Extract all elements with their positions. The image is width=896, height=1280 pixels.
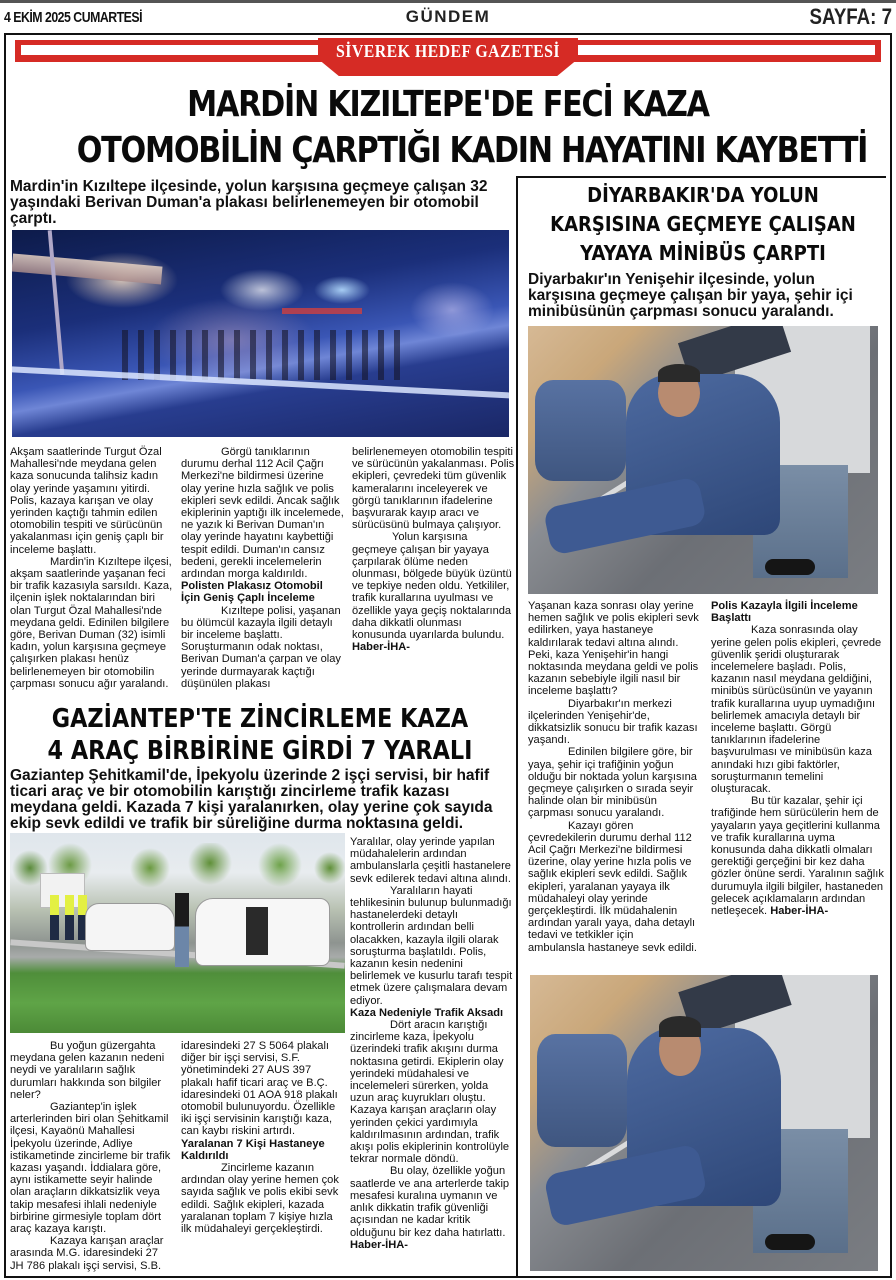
banner-left-stripe (21, 45, 326, 55)
paragraph: Yolun karşısına geçmeye çalışan bir yayaya çarpılarak ölüme neden olunması, bölgede büyük üzüntü ve tepkiye neden oldu. Yetkililer, trafik kurallarına uyulması ve özellikle yaya geçiş noktalarında daha dikkatli olunması konusunda uyarılarda bulundu. (352, 531, 512, 642)
gaziantep-accident-photo[interactable] (10, 833, 345, 1033)
photo-hair (658, 364, 700, 383)
gaziantep-headline-line1: GAZİANTEP'TE ZİNCİRLEME KAZA (51, 704, 469, 734)
diyarbakir-body (528, 600, 886, 970)
photo-white-van (195, 898, 330, 966)
paragraph: Bu yoğun güzergahta meydana gelen kazanın nedeni neydi ve yaralıların sağlık durumları hakkında son bilgiler neler? (10, 1040, 165, 1101)
byline: Haber-İHA- (770, 905, 829, 918)
photo-van-door (246, 907, 268, 955)
diyarbakir-accident-photo-2[interactable] (530, 975, 878, 1271)
subheading: Polisten Plakasız Otomobil İçin Geniş Çaplı İnceleme (181, 580, 323, 605)
paragraph: Bu olay, özellikle yoğun saatlerde ve ana arterlerde takip mesafesi kuralına uymanın ve anlık dikkatin trafik güvenliği açısından ne kadar kritik olduğunu bir kez daha hatırlattı. (350, 1165, 510, 1239)
gaziantep-lede: Gaziantep Şehitkamil'de, İpekyolu üzerinde 2 işçi servisi, bir hafif ticari araç ve bir otomobilin karıştığı zincirleme trafik kazası meydana geldi. Kazada 7 kişi yaralanırken, olay yerine çok sayıda ekip sevk edildi ve trafik bir süreliğine durma noktasına geldi. (10, 767, 493, 832)
byline: Haber-İHA- (352, 641, 410, 654)
paragraph: Yaralılar, olay yerinde yapılan müdahalelerin ardından ambulanslarla çeşitli hastanelere sevk edilerek tedavi altına alındı. (350, 836, 511, 885)
paragraph: Yaralıların hayati tehlikesinin bulunup bulunmadığı hastanelerdeki detaylı kontrollerin ardından belli olacakken, kazayla ilgili olarak soruşturma başlatıldı. Polis, kazanın kesin nedenini belirlemek ve kusurlu tarafı tespit etmek üzere çalışmalara devam ediyor. (350, 884, 513, 1007)
paragraph: Kızıltepe polisi, yaşanan bu ölümcül kazayla ilgili detaylı bir inceleme başlattı. Soruşturmanın odak noktası, Berivan Duman'a çarpan ve olay yerinde durmayarak kaçtığı düşünülen plakası belirlenemeyen otomobilin tespiti ve sürücünün yakalanması. Polis ekipleri, çevredeki tüm güvenlik kameralarını inceleyerek ve görgü tanıklarının ifadelerine başvurarak kayıp aracı ve sürücüsünü bulmaya çalışıyor. (181, 446, 515, 690)
banner-right-stripe (570, 45, 875, 55)
paragraph: Görgü tanıklarının durumu derhal 112 Acil Çağrı Merkezi'ne bildirmesi üzerine olay yerine hızla sağlık ve polis ekipleri sevk edildi. Ancak sağlık ekiplerinin yaptığı ilk incelemede, ne yazık ki Berivan Duman'ın olay yerinde hayatını kaybettiği tespit edildi. Duman'ın cansız bedeni, gerekli incelemelerin ardından morga kaldırıldı. (181, 446, 344, 581)
newspaper-name: SİVEREK HEDEF GAZETESİ (336, 41, 560, 61)
photo-shoe (765, 1234, 815, 1250)
diyarbakir-headline[interactable] (520, 181, 886, 268)
paragraph: Mardin'in Kızıltepe ilçesi, akşam saatlerinde yaşanan feci bir trafik kazasıyla sarsıldı. Kaza, ilçenin işlek noktalarından biri olan Turgut Özal Mahallesi'nde meydana geldi. Edinilen bilgilere göre, Berivan Duman (32) isimli kadın, yolun karşısına geçmeye çalışırken plakası henüz belirlenemeyen bir otomobilin çarpması sonucu ağır yaralandı. (10, 555, 173, 690)
gaziantep-body-bottom (10, 1040, 344, 1274)
mardin-headline-line2: OTOMOBİLİN ÇARPTIĞI KADIN HAYATINI KAYBETTİ (76, 130, 868, 171)
photo-white-suv (85, 903, 175, 951)
page-header (0, 3, 896, 31)
diyarbakir-headline-line2: KARŞISINA GEÇMEYE ÇALIŞAN (550, 212, 856, 236)
photo-helper (537, 1034, 627, 1146)
photo-bridge (12, 253, 162, 284)
paragraph: Kazayı gören çevredekilerin durumu derhal 112 Acil Çağrı Merkezi'ne bildirmesi üzerine, olay yerine hızla polis ve sağlık ekipleri sevk edildi. Sağlık ekipleri, yaralanan yayaya ilk müdahaleyi olay yerinde gerçekleştirdi. İlk müdahalenin ardından yaralı yaya, daha detaylı tedavi ve tetkikler için (528, 819, 696, 942)
photo-crowd (122, 330, 402, 380)
paragraph: ambulansla hastaneye sevk edildi. (528, 941, 697, 954)
subheading: Yaralanan 7 Kişi Hastaneye Kaldırıldı (181, 1137, 325, 1162)
paragraph-text: Bu tür kazalar, şehir içi trafiğinde hem sürücülerin hem de yayaların yaya geçitlerini kullanma ve trafik kurallarına uyma konusunda daha dikkatli olmaları gerektiği gerçeğini bir kez daha gözler önüne serdi. Yaralının sağlık durumuyla ilgili bilgiler, hastaneden gelecek açıklamaların ardından netleşecek. (711, 795, 884, 918)
subheading: Kaza Nedeniyle Trafik Aksadı (350, 1006, 504, 1019)
mardin-lede: Mardin'in Kızıltepe ilçesinde, yolun karşısına geçmeye çalışan 32 yaşındaki Berivan Duman'a plakası belirlenemeyen bir otomobil çarptı. (10, 178, 488, 227)
paragraph (711, 795, 886, 917)
photo-vehicle (282, 308, 362, 314)
issue-date: 4 EKİM 2025 CUMARTESİ (4, 9, 142, 26)
photo-legs (542, 476, 706, 556)
paragraph: Akşam saatlerinde Turgut Özal Mahallesi'nde meydana gelen kaza sonucunda talihsiz kadın olay yerinde yaşamını yitirdi. Polis, kazaya karışan ve olay yerinden kaçtığı tahmin edilen otomobilin tespiti ve sürücünün yakalanması için geniş çaplı bir inceleme başlattı. (10, 446, 164, 556)
diyarbakir-headline-line1: DİYARBAKIR'DA YOLUN (587, 183, 819, 207)
paragraph: Gaziantep'in işlek arterlerinden biri olan Şehitkamil ilçesi, Kayaönü Mahallesi İpekyolu üzerinde, Adliye istikametinde zincirleme bir trafik kazası yaşandı. İddialara göre, aynı istikamette seyir halinde olan araçların dikkatsizlik veya takip mesafesi ihlali nedeniyle birbirine girmesiyle toplam dört araç kazaya karıştı. (10, 1101, 171, 1236)
diyarbakir-lede: Diyarbakır'ın Yenişehir ilçesinde, yolun karşısına geçmeye çalışan bir yaya, şehir içi minibüsünün çarpması sonucu yaralandı. (528, 271, 853, 320)
photo-shoe (765, 559, 815, 575)
photo-legs (544, 1143, 708, 1228)
mardin-headline-line1: MARDİN KIZILTEPE'DE FECİ KAZA (187, 84, 709, 125)
mardin-body (10, 446, 515, 698)
paragraph: arasında M.G. idaresindeki 27 JH 786 plakalı işçi servisi, S.B. idaresindeki 27 S 5064 plakalı diğer bir işçi servisi, S.F. yönetimindeki 27 AUS 397 plakalı hafif ticari araç ve B.Ç. idaresindeki 01 AOA 918 plakalı otomobil bulunuyordu. Özellikle iki işçi servisinin karıştığı kaza, can kaybı riskini artırdı. (10, 1040, 338, 1272)
subheading: Polis Kazayla İlgili İnceleme Başlattı (711, 600, 858, 625)
paragraph: Zincirleme kazanın ardından olay yerine hemen çok sayıda sağlık ve polis ekibi sevk edildi. Sağlık ekipleri, kazada yaralanan toplam 7 kişiye hızla ilk müdahaleyi gerçekleştirdi. (181, 1162, 339, 1236)
photo-police-officer (65, 895, 74, 940)
page-number: SAYFA: 7 (809, 4, 892, 29)
photo-helper (535, 380, 626, 482)
section-name: GÜNDEM (405, 7, 491, 26)
photo-pole (48, 230, 65, 375)
gaziantep-body-right (350, 836, 514, 1272)
paragraph: Diyarbakır'ın merkezi ilçelerinden Yenişehir'de, dikkatsizlik sonucu bir trafik kazası yaşandı. (528, 697, 698, 747)
gaziantep-headline[interactable] (6, 703, 514, 767)
paragraph: Edinilen bilgilere göre, bir yaya, şehir içi trafiğinin yoğun olduğu bir noktada yolun karşısına geçmeye çalışırken o sırada seyir halinde olan bir minibüsün çarpması sonucu yaralandı. (528, 746, 697, 820)
column-divider-horizontal (518, 176, 886, 178)
diyarbakir-accident-photo[interactable] (528, 326, 878, 594)
mardin-accident-photo[interactable] (12, 230, 509, 437)
photo-hair (659, 1016, 701, 1037)
mardin-headline[interactable] (6, 82, 890, 174)
photo-man (175, 893, 189, 967)
column-divider-vertical (516, 176, 518, 1278)
gaziantep-headline-line2: 4 ARAÇ BİRBİRİNE GİRDİ 7 YARALI (47, 736, 473, 766)
paragraph: Dört aracın karıştığı zincirleme kaza, İpekyolu üzerindeki trafik akışını durma noktasına getirdi. Ekiplerin olay yerindeki müdahalesi ve incelemeleri sürerken, yolda uzun araç kuyrukları oluştu. Kazaya karışan araçların olay yerinden çekici yardımıyla kaldırılmasının ardından, trafik akışı polis ekiplerinin kontrolüyle tekrar normale döndü. (350, 1019, 510, 1166)
photo-police-officer (50, 895, 59, 940)
diyarbakir-headline-line3: YAYAYA MİNİBÜS ÇARPTI (580, 241, 826, 265)
paragraph: Kaza sonrasında olay yerine gelen polis ekipleri, çevrede güvenlik şeridi oluşturarak incelemelere başladı. Polis, kazanın nasıl meydana geldiğini, minibüs sürücüsünün ve yayanın trafik kurallarına uyup uymadığını belirlemek amacıyla detaylı bir inceleme başlattı. Görgü tanıklarının ifadelerine başvurulması ve minibüsün kaza anındaki hızı gibi faktörler, soruşturmanın temelini oluşturacak. (711, 624, 882, 796)
paragraph: Kazaya karışan araçlar (50, 1235, 164, 1248)
paragraph: Yaşanan kaza sonrası olay yerine hemen sağlık ve polis ekipleri sevk edilirken, yaya hastaneye kaldırılarak tedavi altına alındı. Peki, kaza Yenişehir'in hangi noktasında meydana geldi ve polis kazanın sebebiyle ilgili nasıl bir inceleme başlattı? (528, 600, 699, 698)
byline: Haber-İHA- (350, 1238, 408, 1251)
